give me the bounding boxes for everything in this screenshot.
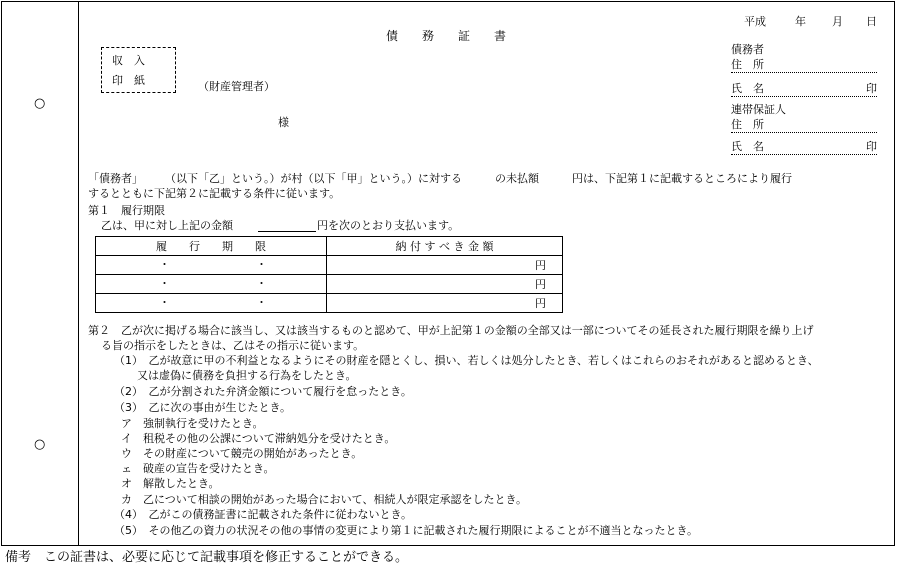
debtor-label: 債務者 xyxy=(731,43,764,56)
section2-item4: （4） 乙がこの債務証書に記載された条件に従わないとき。 xyxy=(114,508,413,521)
date-dot: ・ xyxy=(159,277,170,290)
section2-item1-cont: 又は虚偽に債務を負担する行為をしたとき。 xyxy=(137,369,357,382)
schedule-header-row xyxy=(96,237,563,256)
section2-item3: （3） 乙に次の事由が生じたとき。 xyxy=(114,401,292,414)
guarantor-label: 連帯保証人 xyxy=(731,103,786,116)
guarantor-name-label: 氏 名 xyxy=(731,140,764,153)
schedule-row xyxy=(96,256,563,275)
debtor-address-line xyxy=(731,72,877,73)
debtor-name-label: 氏 名 xyxy=(731,82,764,95)
date-dot: ・ xyxy=(159,258,170,271)
guarantor-name-line xyxy=(731,154,877,155)
schedule-amount-cell: 円 xyxy=(327,294,563,313)
stamp-line1: 収 入 xyxy=(112,54,145,67)
punch-hole-bottom: ○ xyxy=(34,437,46,452)
section2-item1: （1） 乙が故意に甲の不利益となるようにその財産を隠とくし、損い、若しくは処分したとき、若しくはこれらのおそれがあると認めるとき、 xyxy=(114,354,819,367)
document-title: 債 務 証 書 xyxy=(386,29,507,43)
date-dot: ・ xyxy=(256,258,267,271)
section1-text-before: 乙は、甲に対し上記の金額 xyxy=(101,219,233,232)
section1-heading: 第１ 履行期限 xyxy=(88,204,165,217)
debtor-seal: 印 xyxy=(866,82,877,95)
schedule-row xyxy=(96,275,563,294)
property-manager-label: （財産管理者） xyxy=(198,80,275,93)
section2-sub-a: ア 強制執行を受けたとき。 xyxy=(121,417,264,430)
intro-line1: 「債務者」 （以下「乙」という。）が村（以下「甲」という。）に対する の未払額 円は、下記第１に記載するところにより履行 xyxy=(88,172,792,185)
intro-line2: するとともに下記第２に記載する条件に従います。 xyxy=(88,187,341,200)
footnote: 備考 この証書は、必要に応じて記載事項を修正することができる。 xyxy=(5,550,409,565)
guarantor-address-label: 住 所 xyxy=(731,118,764,131)
section2-sub-ka: カ 乙について相談の開始があった場合において、相続人が限定承認をしたとき。 xyxy=(121,493,528,506)
section2-line: る旨の指示をしたときは、乙はその指示に従います。 xyxy=(101,339,365,352)
schedule-header-deadline: 履 行 期 限 xyxy=(96,237,327,256)
section2-item5: （5） その他乙の資力の状況その他の事情の変更により第１に記載された履行期限によることが不適当となったとき。 xyxy=(114,524,699,537)
binding-margin-line xyxy=(78,1,79,546)
revenue-stamp-box xyxy=(101,47,176,93)
date-dot: ・ xyxy=(159,296,170,309)
schedule-row xyxy=(96,294,563,313)
date-dot: ・ xyxy=(256,277,267,290)
schedule-deadline-cell xyxy=(96,275,327,294)
section2-sub-e: ェ 破産の宣告を受けたとき。 xyxy=(121,462,275,475)
date-year: 年 xyxy=(795,15,806,28)
guarantor-seal: 印 xyxy=(866,140,877,153)
guarantor-address-line xyxy=(731,132,877,133)
schedule-deadline-cell xyxy=(96,256,327,275)
punch-hole-top: ○ xyxy=(34,96,46,111)
date-day: 日 xyxy=(866,15,877,28)
schedule-header-amount: 納 付 す べ き 金 額 xyxy=(327,237,563,256)
section2-sub-u: ウ その財産について競売の開始があったとき。 xyxy=(121,447,363,460)
date-era: 平成 xyxy=(744,15,766,28)
section2-item2: （2） 乙が分割された弁済金額について履行を怠ったとき。 xyxy=(114,385,412,398)
sama-label: 様 xyxy=(278,116,289,129)
section2-sub-o: オ 解散したとき。 xyxy=(121,477,220,490)
debtor-name-line xyxy=(731,96,877,97)
section2-line: 第２ 乙が次に掲げる場合に該当し、又は該当するものと認めて、甲が上記第１の金額の全部又は一部についてその延長された履行期限を繰り上げ xyxy=(88,324,814,337)
section1-amount-blank xyxy=(258,231,316,232)
section2-sub-i: イ 租税その他の公課について滞納処分を受けたとき。 xyxy=(121,432,396,445)
schedule-amount-cell: 円 xyxy=(327,256,563,275)
payment-schedule-table xyxy=(95,236,563,313)
stamp-line2: 印 紙 xyxy=(112,74,145,87)
debtor-address-label: 住 所 xyxy=(731,58,764,71)
date-dot: ・ xyxy=(256,296,267,309)
date-month: 月 xyxy=(832,15,843,28)
schedule-amount-cell: 円 xyxy=(327,275,563,294)
schedule-deadline-cell xyxy=(96,294,327,313)
section1-text-after: 円を次のとおり支払います。 xyxy=(317,219,460,232)
